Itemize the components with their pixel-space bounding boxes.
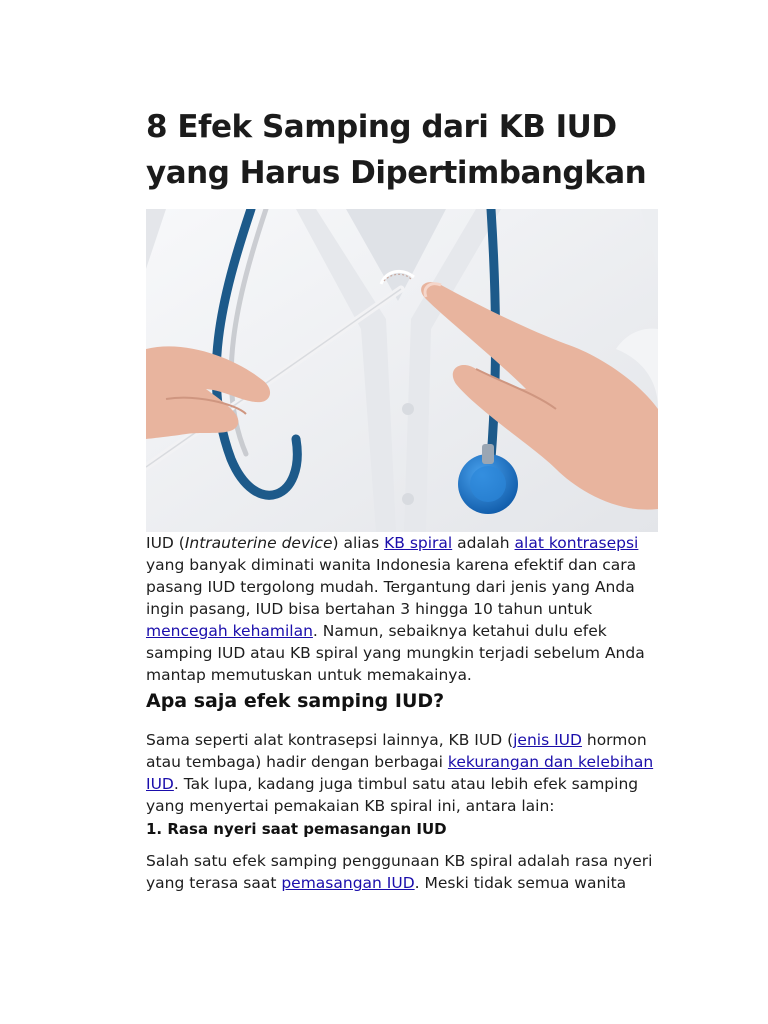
link-kekurangan-kelebihan[interactable]: kekurangan dan kelebihan [447, 753, 654, 771]
hero-image [146, 209, 658, 532]
link-alat-kontrasepsi[interactable]: alat kontrasepsi [514, 534, 639, 552]
link-jenis-iud[interactable]: jenis IUD [513, 731, 582, 749]
article-title [146, 104, 686, 196]
link-pemasangan-iud[interactable]: pemasangan IUD [281, 874, 415, 892]
link-mencegah-kehamilan[interactable]: mencegah kehamilan [146, 622, 313, 640]
section-heading: Apa saja efek samping IUD? [146, 690, 445, 712]
intro-paragraph: IUD (Intrauterine device) alias KB spiral adalah alat kontrasepsi yang banyak diminati wanita Indonesia karena efektif dan cara pasang IUD tergolong mudah. Tergantung dari jenis yang Anda ingin pasang, IUD bisa bertahan 3 hingga 10 tahun untuk mencegah kehamilan. Namun, sebaiknya ketahui dulu efek samping IUD atau KB spiral yang mungkin terjadi sebelum Anda mantap memutuskan untuk memakainya. [146, 534, 645, 684]
title-line-2: yang Harus Dipertimbangkan [146, 155, 647, 191]
title-line-1: 8 Efek Samping dari KB IUD [146, 109, 617, 145]
link-kb-spiral[interactable]: KB spiral [384, 534, 453, 552]
subheading-1: 1. Rasa nyeri saat pemasangan IUD [146, 820, 447, 838]
paragraph-3: Salah satu efek samping penggunaan KB spiral adalah rasa nyeri yang terasa saat pemasangan IUD. Meski tidak semua wanita [146, 852, 653, 892]
paragraph-2: Sama seperti alat kontrasepsi lainnya, KB IUD (jenis IUD hormon atau tembaga) hadir dengan berbagai kekurangan dan kelebihan IUD. Tak lupa, kadang juga timbul satu atau lebih efek samping yang menyertai pemakaian KB spiral ini, antara lain: [146, 731, 654, 815]
doctor-holding-iud-illustration [146, 209, 658, 532]
link-iud[interactable]: IUD [146, 775, 174, 793]
intro-italic-term: Intrauterine device [184, 534, 333, 552]
